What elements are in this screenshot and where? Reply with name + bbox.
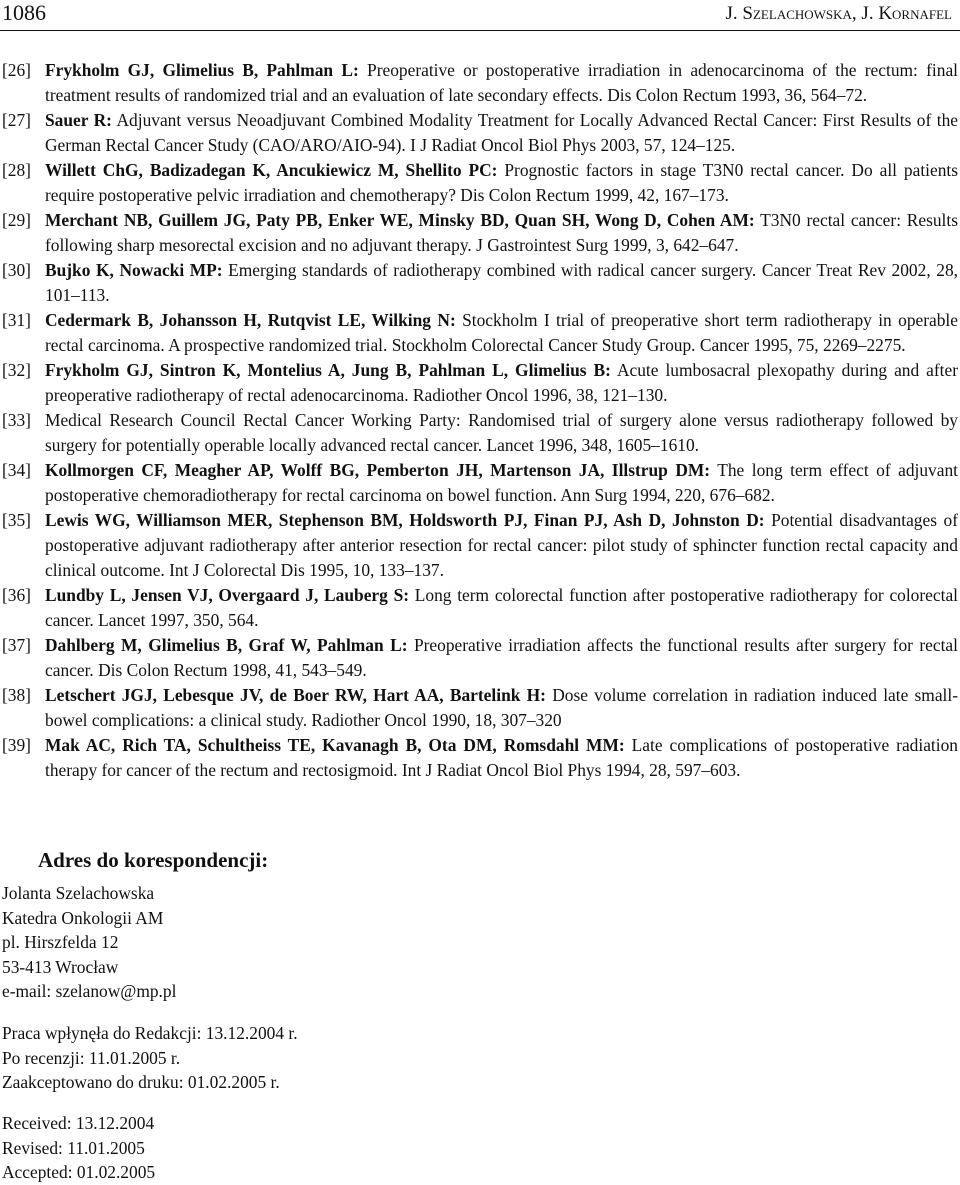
correspondence-title: Adres do korespondencji:	[38, 848, 269, 872]
editorial-date-line: Praca wpłynęła do Redakcji: 13.12.2004 r.	[2, 1023, 298, 1043]
reference-number: [27]	[2, 110, 31, 130]
reference-number: [30]	[2, 260, 31, 280]
reference-item	[2, 108, 958, 158]
reference-citation: Long term colorectal function after postoperative radiotherapy for colorectal cancer. Lancet 1997, 350, 564.	[45, 585, 958, 630]
reference-citation: Prognostic factors in stage T3N0 rectal cancer. Do all patients require postoperative pelvic irradiation and chemotherapy? Dis Colon Rectum 1999, 42, 167–173.	[45, 160, 958, 205]
reference-authors: Dahlberg M, Glimelius B, Graf W, Pahlman L:	[45, 635, 408, 655]
reference-authors: Sauer R:	[45, 110, 112, 130]
reference-authors: Lewis WG, Williamson MER, Stephenson BM, Holdsworth PJ, Finan PJ, Ash D, Johnston D:	[45, 510, 765, 530]
reference-citation: Preoperative irradiation affects the functional results after surgery for rectal cancer. Dis Colon Rectum 1998, 41, 543–549.	[45, 635, 958, 680]
reference-authors: Merchant NB, Guillem JG, Paty PB, Enker WE, Minsky BD, Quan SH, Wong D, Cohen AM:	[45, 210, 755, 230]
reference-item	[2, 733, 958, 783]
reference-number: [31]	[2, 310, 31, 330]
correspondence-address	[2, 881, 176, 1004]
reference-text	[45, 458, 958, 508]
reference-citation: T3N0 rectal cancer: Results following sharp mesorectal excision and no adjuvant therapy. J Gastrointest Surg 1999, 3, 642–647.	[45, 210, 958, 255]
reference-citation: Medical Research Council Rectal Cancer Working Party: Randomised trial of surgery alone versus radiotherapy followed by surgery for potentially operable locally advanced rectal cancer. Lancet 1996, 348, 1605–1610.	[45, 410, 958, 455]
reference-list	[2, 58, 958, 783]
reference-item	[2, 58, 958, 108]
reference-item	[2, 683, 958, 733]
reference-text	[45, 583, 958, 633]
reference-number: [33]	[2, 410, 31, 430]
reference-number: [35]	[2, 510, 31, 530]
address-line: e-mail: szelanow@mp.pl	[2, 981, 177, 1001]
reference-number: [34]	[2, 460, 31, 480]
reference-number: [28]	[2, 160, 31, 180]
reference-citation: Stockholm I trial of preoperative short term radiotherapy in operable rectal carcinoma. A prospective randomized trial. Stockholm Colorectal Cancer Study Group. Cancer 1995, 75, 2269–2275.	[45, 310, 958, 355]
reference-authors: Bujko K, Nowacki MP:	[45, 260, 223, 280]
reference-text	[45, 358, 958, 408]
reference-text	[45, 308, 958, 358]
reference-text	[45, 633, 958, 683]
reference-authors: Lundby L, Jensen VJ, Overgaard J, Lauberg S:	[45, 585, 410, 605]
address-line: 53-413 Wrocław	[2, 956, 119, 977]
reference-item	[2, 583, 958, 633]
page-number: 1086	[2, 0, 46, 25]
address-line: pl. Hirszfelda 12	[2, 932, 119, 952]
reference-number: [29]	[2, 210, 31, 230]
reference-item	[2, 258, 958, 308]
reference-item	[2, 208, 958, 258]
reference-citation: Adjuvant versus Neoadjuvant Combined Modality Treatment for Locally Advanced Rectal Cancer: First Results of the German Rectal Cancer Study (CAO/ARO/AIO-94). I J Radiat Oncol Biol Phys 2003, 57, 124–125.	[45, 110, 958, 155]
reference-text	[45, 408, 958, 458]
reference-citation: Dose volume correlation in radiation induced late small-bowel complications: a clinical study. Radiother Oncol 1990, 18, 307–320	[45, 685, 958, 730]
reference-number: [32]	[2, 360, 31, 380]
address-line: Katedra Onkologii AM	[2, 907, 164, 928]
reference-authors: Willett ChG, Badizadegan K, Ancukiewicz M, Shellito PC:	[45, 160, 498, 180]
reference-text	[45, 733, 958, 783]
editorial-date-line: Revised: 11.01.2005	[2, 1137, 145, 1158]
running-head-authors: J. Szelachowska, J. Kornafel	[725, 3, 952, 24]
reference-authors: Letschert JGJ, Lebesque JV, de Boer RW, Hart AA, Bartelink H:	[45, 685, 546, 705]
editorial-date-line: Po recenzji: 11.01.2005 r.	[2, 1047, 181, 1068]
reference-item	[2, 158, 958, 208]
reference-citation: Potential disadvantages of postoperative adjuvant radiotherapy after anterior resection for rectal cancer: pilot study of sphincter function rectal capacity and clinical outcome. Int J Colorectal Dis 1995, 10, 133–137.	[45, 510, 958, 580]
reference-authors: Frykholm GJ, Sintron K, Montelius A, Jung B, Pahlman L, Glimelius B:	[45, 360, 611, 380]
reference-text	[45, 508, 958, 583]
reference-authors: Kollmorgen CF, Meagher AP, Wolff BG, Pemberton JH, Martenson JA, Illstrup DM:	[45, 460, 711, 480]
reference-authors: Frykholm GJ, Glimelius B, Pahlman L:	[45, 60, 359, 80]
reference-text	[45, 208, 958, 258]
editorial-date-line: Zaakceptowano do druku: 01.02.2005 r.	[2, 1072, 280, 1092]
reference-number: [36]	[2, 585, 31, 605]
reference-citation: The long term effect of adjuvant postoperative chemoradiotherapy for rectal carcinoma on bowel function. Ann Surg 1994, 220, 676–682.	[45, 460, 958, 505]
editorial-date-line: Received: 13.12.2004	[2, 1113, 155, 1133]
reference-number: [38]	[2, 685, 31, 705]
reference-text	[45, 58, 958, 108]
reference-item	[2, 633, 958, 683]
reference-citation: Late complications of postoperative radiation therapy for cancer of the rectum and rectosigmoid. Int J Radiat Oncol Biol Phys 1994, 28, 597–603.	[45, 735, 958, 780]
address-line: Jolanta Szelachowska	[2, 883, 155, 903]
reference-number: [26]	[2, 60, 31, 80]
reference-text	[45, 683, 958, 733]
reference-number: [39]	[2, 735, 31, 755]
reference-text	[45, 258, 958, 308]
reference-text	[45, 108, 958, 158]
reference-item	[2, 508, 958, 583]
reference-authors: Cedermark B, Johansson H, Rutqvist LE, Wilking N:	[45, 310, 456, 330]
reference-citation: Preoperative or postoperative irradiation in adenocarcinoma of the rectum: final treatment results of randomized trial and an evaluation of late secondary effects. Dis Colon Rectum 1993, 36, 564–72.	[45, 60, 958, 105]
reference-item	[2, 408, 958, 458]
reference-item	[2, 308, 958, 358]
reference-citation: Acute lumbosacral plexopathy during and after preoperative radiotherapy of rectal adenocarcinoma. Radiother Oncol 1996, 38, 121–130.	[45, 360, 959, 405]
reference-citation: Emerging standards of radiotherapy combined with radical cancer surgery. Cancer Treat Rev 2002, 28, 101–113.	[45, 260, 958, 305]
reference-item	[2, 458, 958, 508]
editorial-date-line: Accepted: 01.02.2005	[2, 1162, 156, 1182]
reference-text	[45, 158, 958, 208]
reference-authors: Mak AC, Rich TA, Schultheiss TE, Kavanagh B, Ota DM, Romsdahl MM:	[45, 735, 625, 755]
reference-item	[2, 358, 958, 408]
page-header	[0, 0, 960, 31]
reference-number: [37]	[2, 635, 31, 655]
editorial-dates-english	[2, 1111, 155, 1185]
editorial-dates-polish	[2, 1021, 298, 1095]
